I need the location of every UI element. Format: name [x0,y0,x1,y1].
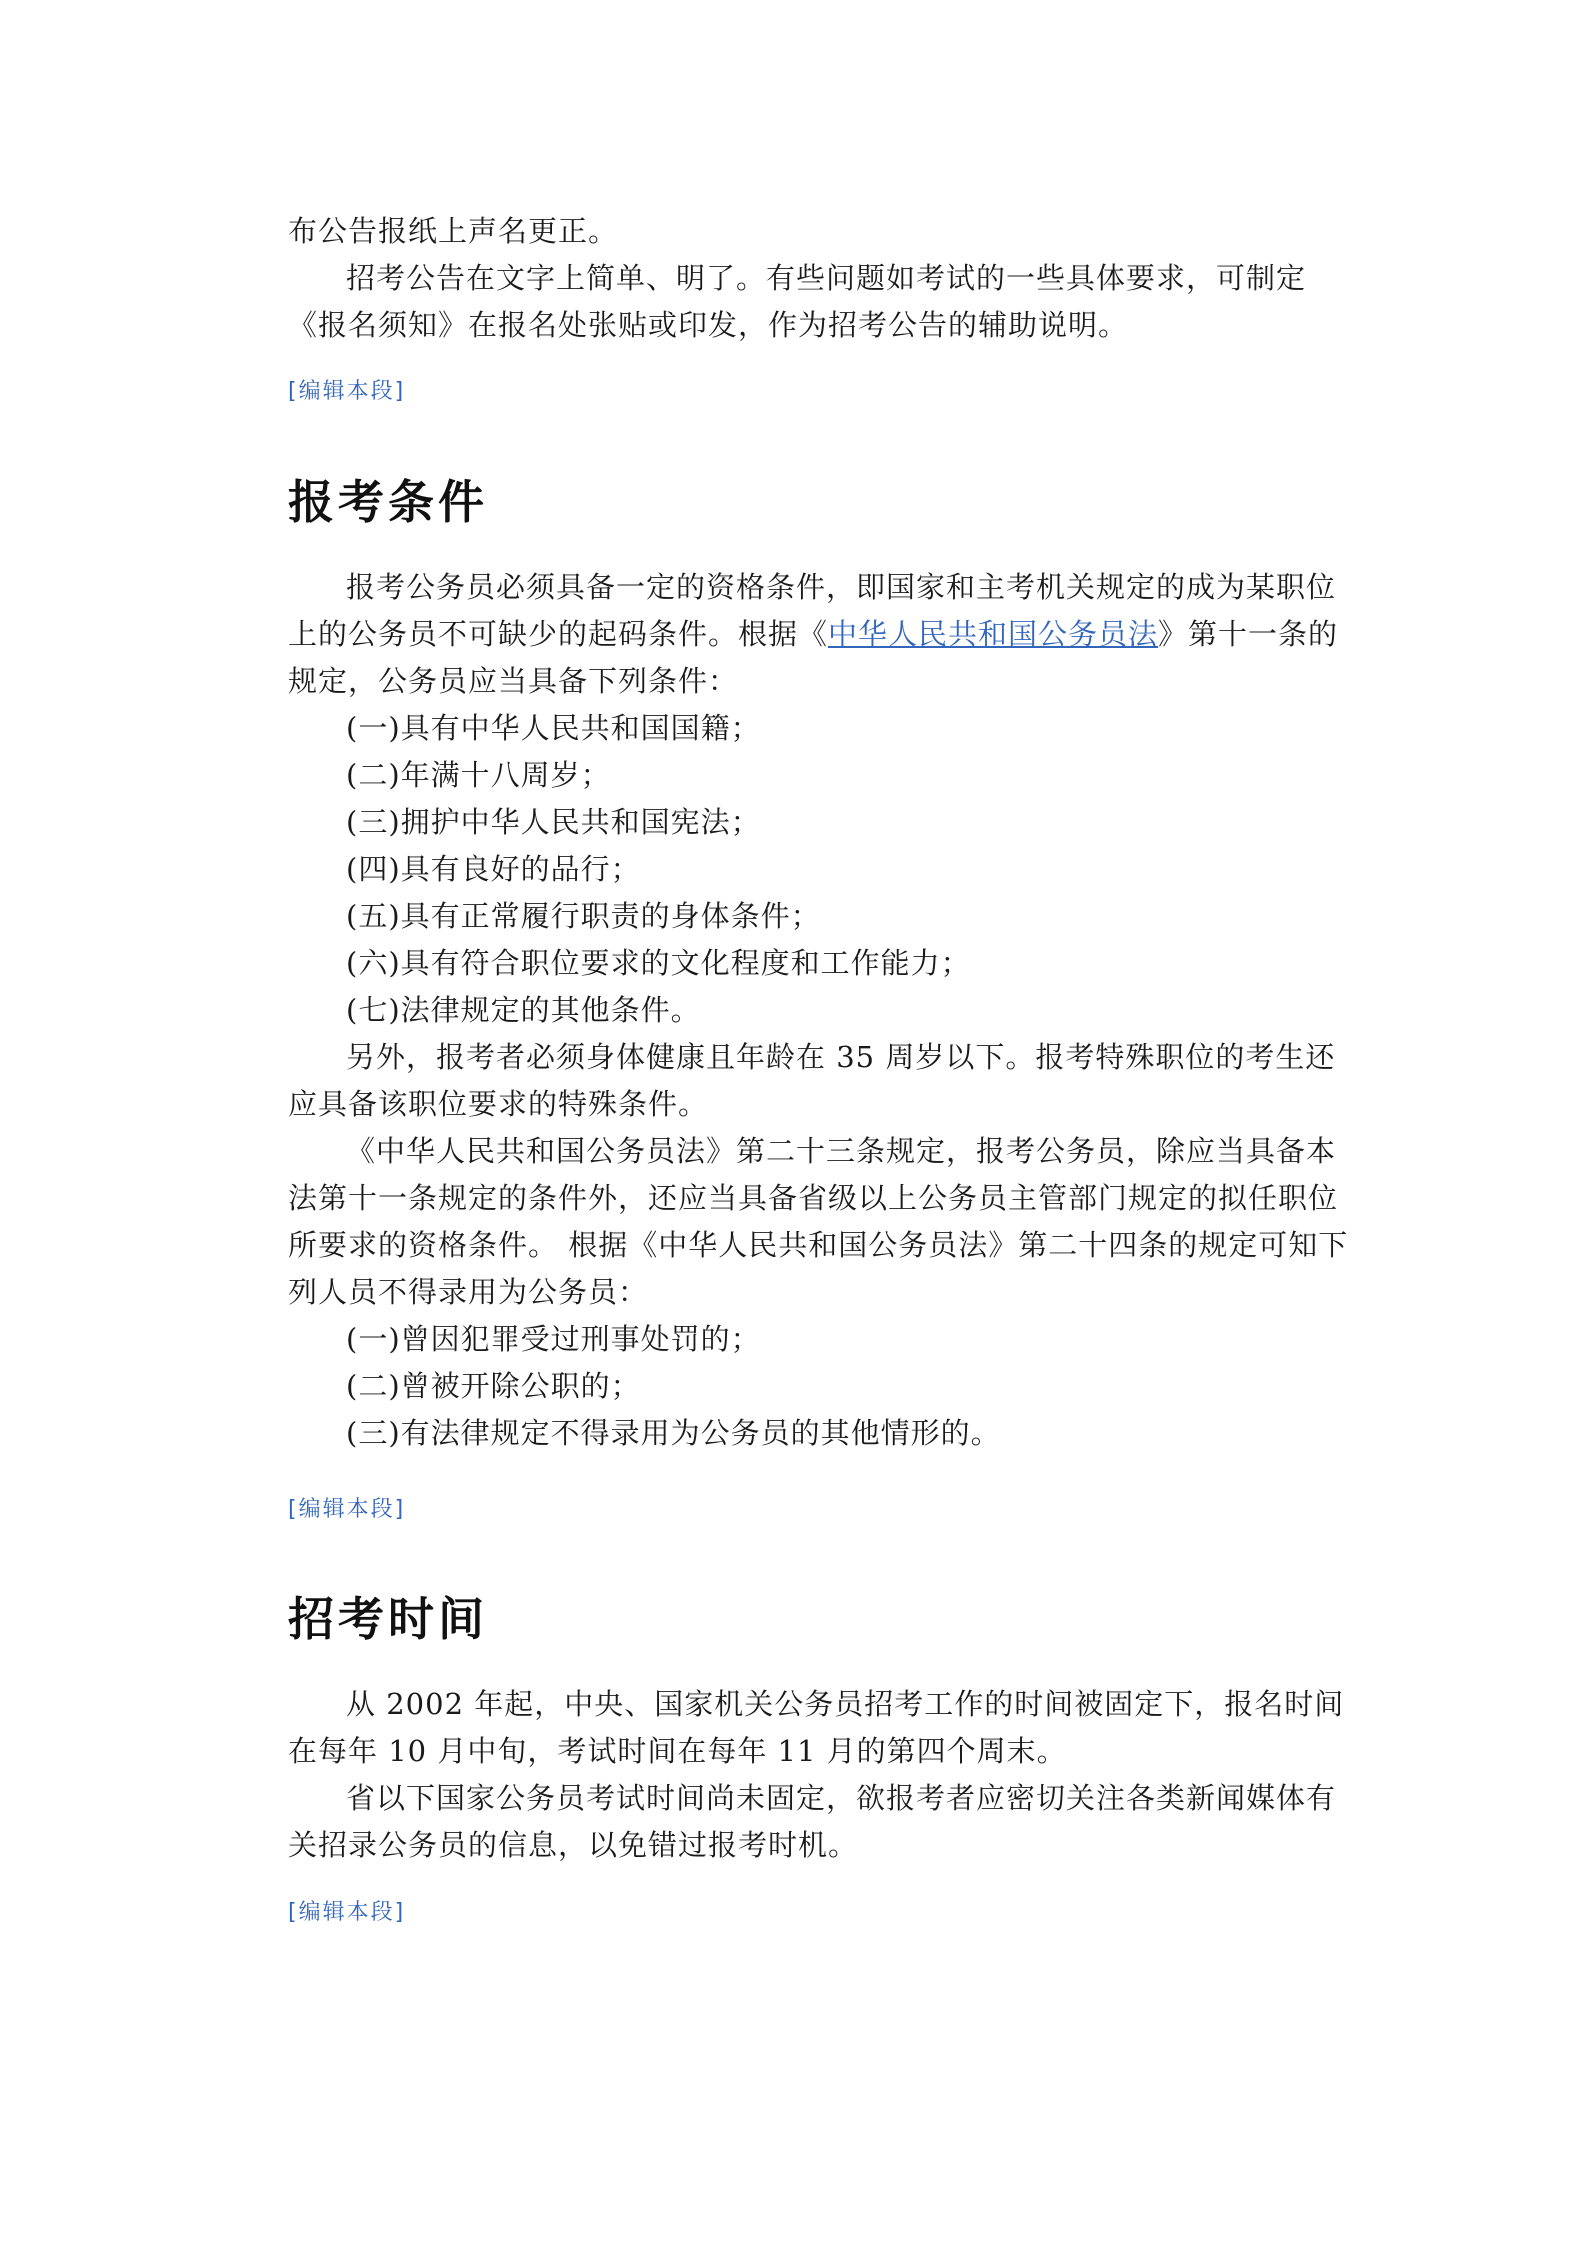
condition-item: (二)年满十八周岁； [346,758,611,792]
edit-link-label: 编辑本段 [298,1900,395,1925]
edit-section-link[interactable] [288,374,405,405]
condition-item: (四)具有良好的品行； [346,852,641,886]
bracket-close: ] [394,1497,406,1522]
edit-link-label: 编辑本段 [298,1497,395,1522]
civil-servant-law-link[interactable]: 中华人民共和国公务员法 [828,617,1159,651]
bracket-open: [ [288,379,299,404]
condition-item: (三)拥护中华人民共和国宪法； [346,805,761,839]
intro-line: 布公告报纸上声名更正。 [288,214,619,248]
exam-time-paragraph: 从 2002 年起，中央、国家机关公务员招考工作的时间被固定下，报名时间在每年 10 月中旬，考试时间在每年 11 月的第四个周末。 [288,1687,1345,1768]
edit-section-link[interactable] [288,1895,405,1926]
bracket-open: [ [288,1900,299,1925]
exclusion-item: (三)有法律规定不得录用为公务员的其他情形的。 [346,1416,1001,1450]
exam-time-note-paragraph: 省以下国家公务员考试时间尚未固定，欲报考者应密切关注各类新闻媒体有关招录公务员的信息，以免错过报考时机。 [288,1781,1337,1862]
section-title-conditions: 报考条件 [288,475,488,529]
condition-item: (五)具有正常履行职责的身体条件； [346,899,821,933]
conditions-intro-text: 报考公务员必须具备一定的资格条件，即国家和主考机关规定的成为某职位上的公务员不可缺少的起码条件。根据《 [288,570,1337,651]
age-requirement-paragraph: 另外，报考者必须身体健康且年龄在 35 周岁以下。报考特殊职位的考生还应具备该职位要求的特殊条件。 [288,1040,1336,1121]
condition-item: (七)法律规定的其他条件。 [346,993,701,1027]
intro-paragraph: 招考公告在文字上简单、明了。有些问题如考试的一些具体要求，可制定《报名须知》在报名处张贴或印发，作为招考公告的辅助说明。 [288,261,1307,342]
exclusion-item: (一)曾因犯罪受过刑事处罚的； [346,1322,761,1356]
law-article-paragraph: 《中华人民共和国公务员法》第二十三条规定，报考公务员，除应当具备本法第十一条规定的条件外，还应当具备省级以上公务员主管部门规定的拟任职位所要求的资格条件。 根据《中华人民共和国公务员法》第二十四条的规定可知下列人员不得录用为公务员： [288,1134,1349,1309]
conditions-intro-text-end: 》第十一条的规定，公务员应当具备下列条件： [288,617,1339,698]
exclusion-item: (二)曾被开除公职的； [346,1369,641,1403]
conditions-intro-paragraph [288,564,1350,705]
bracket-close: ] [394,379,406,404]
condition-item: (一)具有中华人民共和国国籍； [346,711,761,745]
bracket-open: [ [288,1497,299,1522]
condition-item: (六)具有符合职位要求的文化程度和工作能力； [346,946,971,980]
edit-link-label: 编辑本段 [298,379,395,404]
edit-section-link[interactable] [288,1492,405,1523]
section-title-exam-time: 招考时间 [288,1592,488,1646]
bracket-close: ] [394,1900,406,1925]
